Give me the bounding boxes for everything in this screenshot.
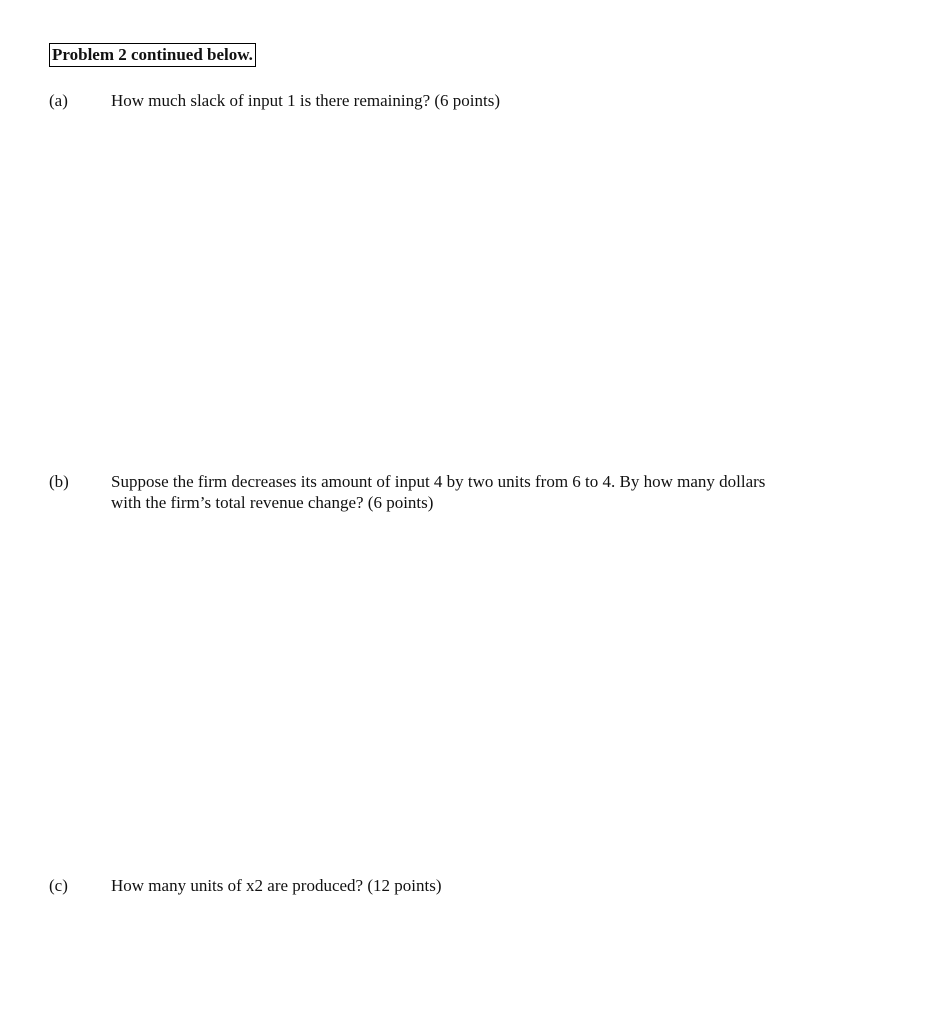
question-text: How much slack of input 1 is there remaining? (6 points): [111, 91, 501, 110]
question-c: [49, 875, 849, 896]
question-text-line-2: with the firm’s total revenue change? (6 points): [111, 493, 434, 512]
question-text: [111, 471, 849, 513]
question-label: (b): [49, 472, 69, 491]
question-a: [49, 90, 849, 111]
question-label: (a): [49, 91, 68, 110]
question-text: How many units of x2 are produced? (12 points): [111, 876, 442, 895]
question-b: [49, 471, 849, 513]
question-text-line-1: Suppose the firm decreases its amount of input 4 by two units from 6 to 4. By how many dollars: [111, 472, 766, 491]
page-heading: Problem 2 continued below.: [49, 43, 256, 67]
question-label: (c): [49, 876, 68, 895]
